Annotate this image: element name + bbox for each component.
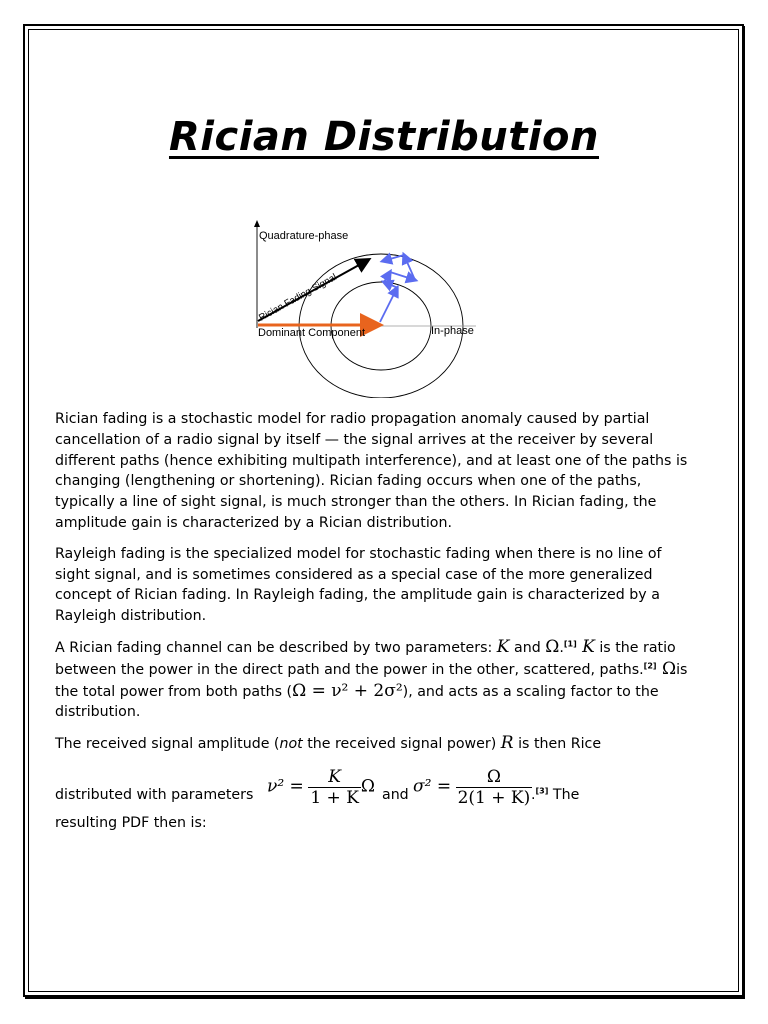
scatter-components [380, 255, 415, 322]
paragraph-1: Rician fading is a stochastic model for radio propagation anomaly caused by partial cancellation of a radio signal by itself — the signal arrives at the receiver by several different paths (hence exhibiting multipath interference), and at least one of the paths is changing (lengthening or shortening). Rician fading occurs when one of the paths, typically a line of sight signal, is much stronger than the others. In Rician fading, the amplitude gain is characterized by a Rician distribution. [55, 411, 688, 531]
symbol-k: K [496, 636, 510, 657]
sigma-squared-formula: σ² = $\frac{\Omega}{2(1 + K)}$ [413, 766, 531, 808]
inphase-label: In-phase [431, 325, 474, 337]
reference-1[interactable]: [1] [563, 639, 577, 649]
symbol-omega: Ω [545, 636, 560, 657]
omega-equation: Ω = ν² + 2σ² [292, 680, 403, 701]
paragraph-4-continued: resulting PDF then is: [55, 814, 207, 831]
paragraph-4: The received signal amplitude (not the received signal power) R is then Rice [55, 733, 602, 754]
quadrature-axis-arrowhead [254, 220, 260, 227]
page-title: Rician Distribution [168, 114, 599, 160]
symbol-omega: Ω [656, 658, 677, 679]
symbol-k: K [576, 636, 595, 657]
quadrature-label: Quadrature-phase [259, 230, 349, 242]
reference-3[interactable]: [3] [535, 786, 549, 796]
nu-fraction: $\frac{K}{1 + K}$ [310, 766, 359, 808]
page-border-shadow-bottom [25, 996, 745, 999]
sigma-fraction: $\frac{\Omega}{2(1 + K)}$ [457, 766, 531, 808]
dominant-label: Dominant Component [258, 327, 366, 339]
signal-label: Rician Fading Signal [257, 271, 339, 324]
reference-2[interactable]: [2] [643, 661, 657, 671]
nu-squared-formula: ν² = $\frac{K}{1 + K}$ Ω [267, 766, 376, 808]
paragraph-3: A Rician fading channel can be described by two parameters: K and Ω.[1] K is the ratio between the power in the direct path and the power in the other, scattered, paths.[2] Ωis the total power from both paths (Ω = ν² + 2σ²), and acts as a scaling factor to the distribution. [55, 636, 688, 721]
phasor-diagram-svg [250, 218, 490, 398]
emphasis-not: not [279, 736, 303, 753]
article-body [55, 409, 695, 844]
page-border-shadow-right [742, 26, 745, 999]
parameter-formulas: distributed with parameters ν² = $\frac{K}{1 + K}$ Ω and σ² = $\frac{\Omega}{2(1 + K)}$ .[3] The [55, 766, 580, 808]
symbol-r: R [500, 733, 514, 754]
paragraph-2: Rayleigh fading is the specialized model for stochastic fading when there is no line of sight signal, and is sometimes considered as a special case of the more generalized concept of Rician fading. In Rayleigh fading, the amplitude gain is characterized by a Rayleigh distribution. [55, 545, 662, 625]
rician-phasor-diagram [250, 218, 490, 398]
